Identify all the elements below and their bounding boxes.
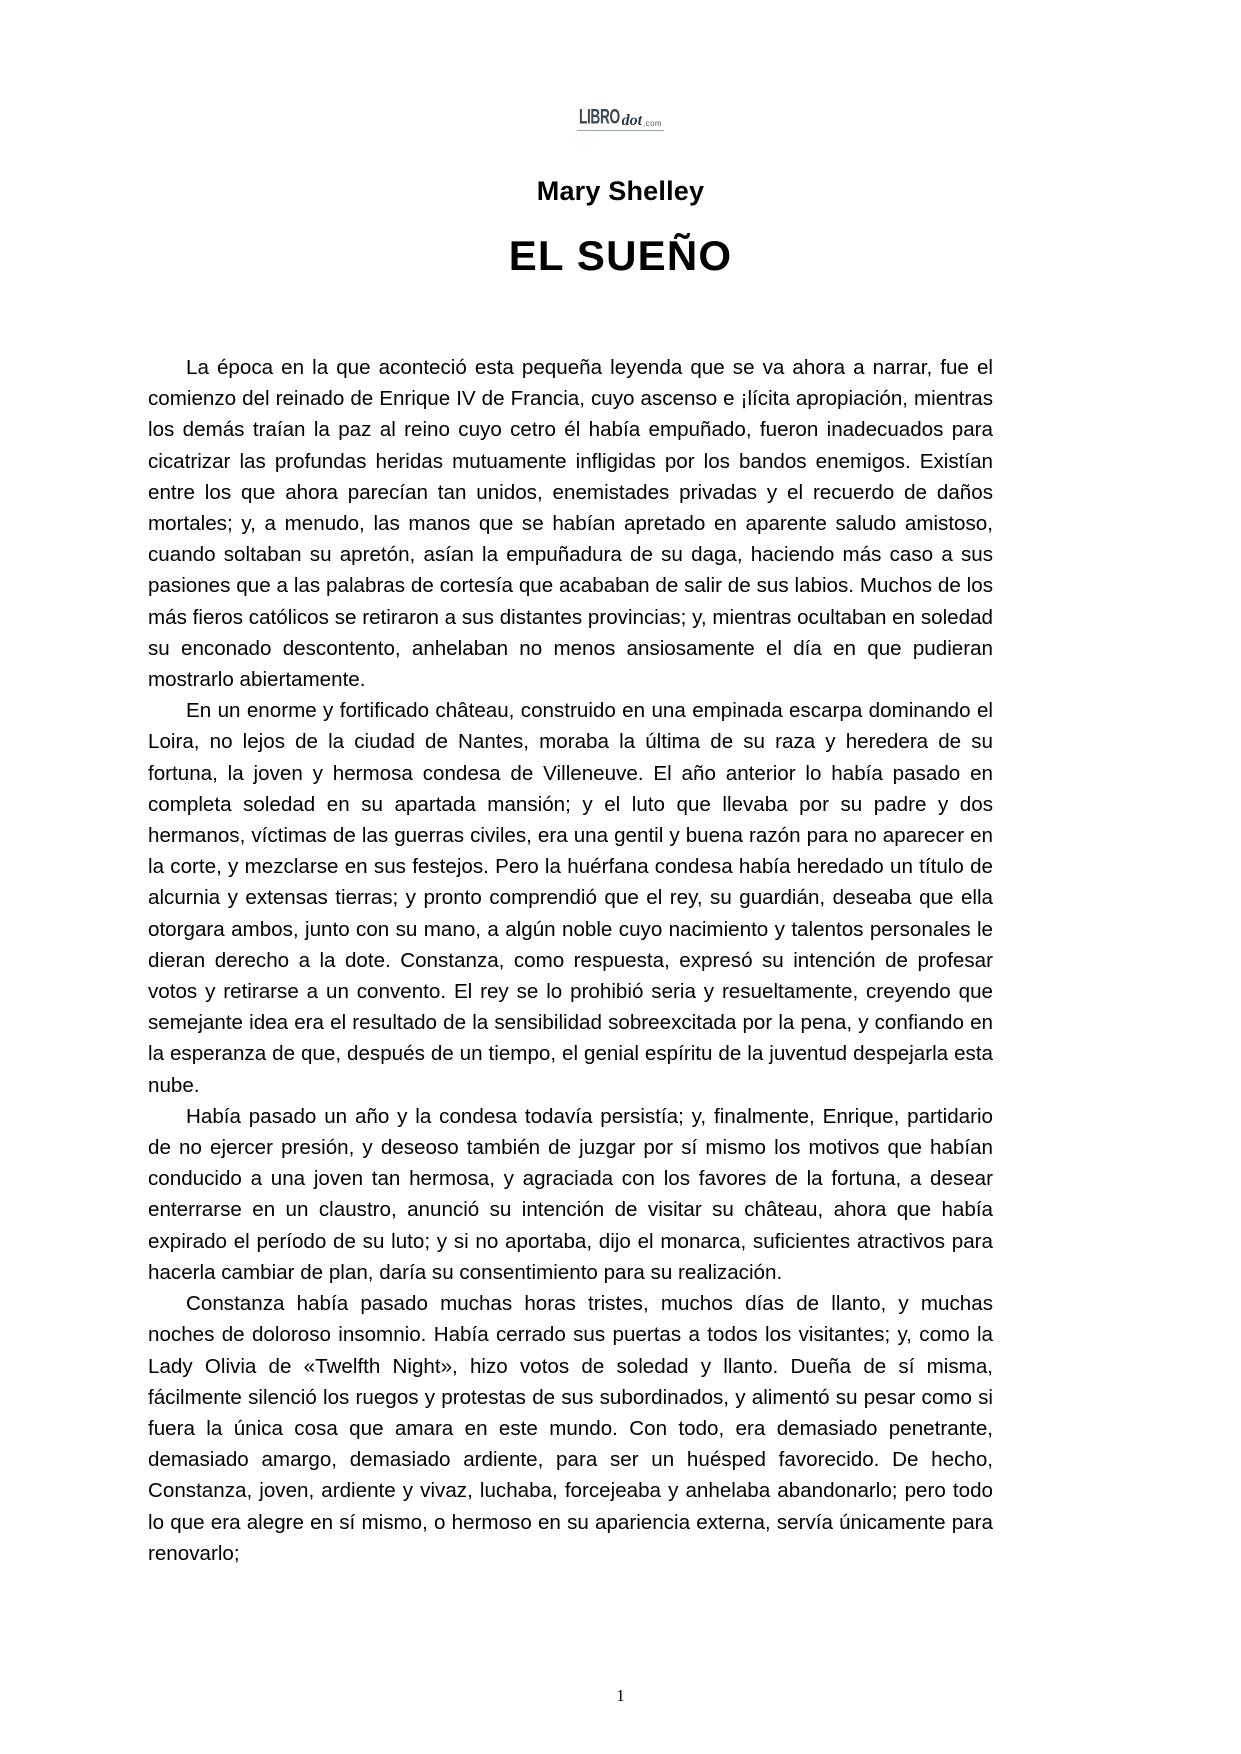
page-title: EL SUEÑO [508, 232, 733, 279]
page-number: 1 [616, 1686, 625, 1705]
paragraph: La época en la que aconteció esta pequeña leyenda que se va ahora a narrar, fue el comienzo del reinado de Enrique IV de Francia, cuyo ascenso e ¡lícita apropiación, mientras los demás traían la paz al reino cuyo cetro él había empuñado, fueron inadecuados para cicatrizar las profundas heridas mutuamente infligidas por los bandos enemigos. Existían entre los que ahora parecían tan unidos, enemistades privadas y el recuerdo de daños mortales; y, a menudo, las manos que se habían apretado en aparente saludo amistoso, cuando soltaban su apretón, asían la empuñadura de su daga, haciendo más caso a sus pasiones que a las palabras de cortesía que acababan de salir de sus labios. Muchos de los más fieros católicos se retiraron a sus distantes provincias; y, mientras ocultaban en soledad su enconado descontento, anhelaban no menos ansiosamente el día en que pudieran mostrarlo abiertamente. [148, 356, 993, 692]
paragraph: Constanza había pasado muchas horas tristes, muchos días de llanto, y muchas noches de doloroso insomnio. Había cerrado sus puertas a todos los visitantes; y, como la Lady Olivia de «Twelfth Night», hizo votos de soledad y llanto. Dueña de sí misma, fácilmente silenció los ruegos y protestas de sus subordinados, y alimentó su pesar como si fuera la única cosa que amara en este mundo. Con todo, era demasiado penetrante, demasiado amargo, demasiado ardiente, para ser un huésped favorecido. De hecho, Constanza, joven, ardiente y vivaz, luchaba, forcejeaba y anhelaba abandonarlo; pero todo lo que era alegre en sí mismo, o hermoso en su apariencia externa, servía únicamente para renovarlo; [148, 1292, 993, 1565]
librodot-logo [577, 105, 664, 131]
paragraph: En un enorme y fortificado château, construido en una empinada escarpa dominando el Loira, no lejos de la ciudad de Nantes, moraba la última de su raza y heredera de su fortuna, la joven y hermosa condesa de Villeneuve. El año anterior lo había pasado en completa soledad en su apartada mansión; y el luto que llevaba por su padre y dos hermanos, víctimas de las guerras civiles, era una gentil y buena razón para no aparecer en la corte, y mezclarse en sus festejos. Pero la huérfana condesa había heredado un título de alcurnia y extensas tierras; y pronto comprendió que el rey, su guardián, deseaba que ella otorgara ambos, junto con su mano, a algún noble cuyo nacimiento y talentos personales le dieran derecho a la dote. Constanza, como respuesta, expresó su intención de profesar votos y retirarse a un convento. El rey se lo prohibió seria y resueltamente, creyendo que semejante idea era el resultado de la sensibilidad sobreexcitada por la pena, y confiando en la esperanza de que, después de un tiempo, el genial espíritu de la juventud despejarla esta nube. [148, 699, 993, 1097]
author-name: Mary Shelley [536, 176, 705, 206]
logo-dot-text: dot [621, 112, 643, 129]
paragraph: Había pasado un año y la condesa todavía persistía; y, finalmente, Enrique, partidario de no ejercer presión, y deseoso también de juzgar por sí mismo los motivos que habían conducido a una joven tan hermosa, y agraciada con los favores de la fortuna, a desear enterrarse en un claustro, anunció su intención de visitar su château, ahora que había expirado el período de su luto; y si no aportaba, dijo el monarca, suficientes atractivos para hacerla cambiar de plan, daría su consentimiento para su realización. [148, 1104, 993, 1284]
logo-com-text: .com [643, 119, 662, 128]
publisher-logo [0, 105, 1241, 131]
logo-libro-text: LIBRO [579, 105, 620, 130]
body-text [148, 352, 993, 1569]
